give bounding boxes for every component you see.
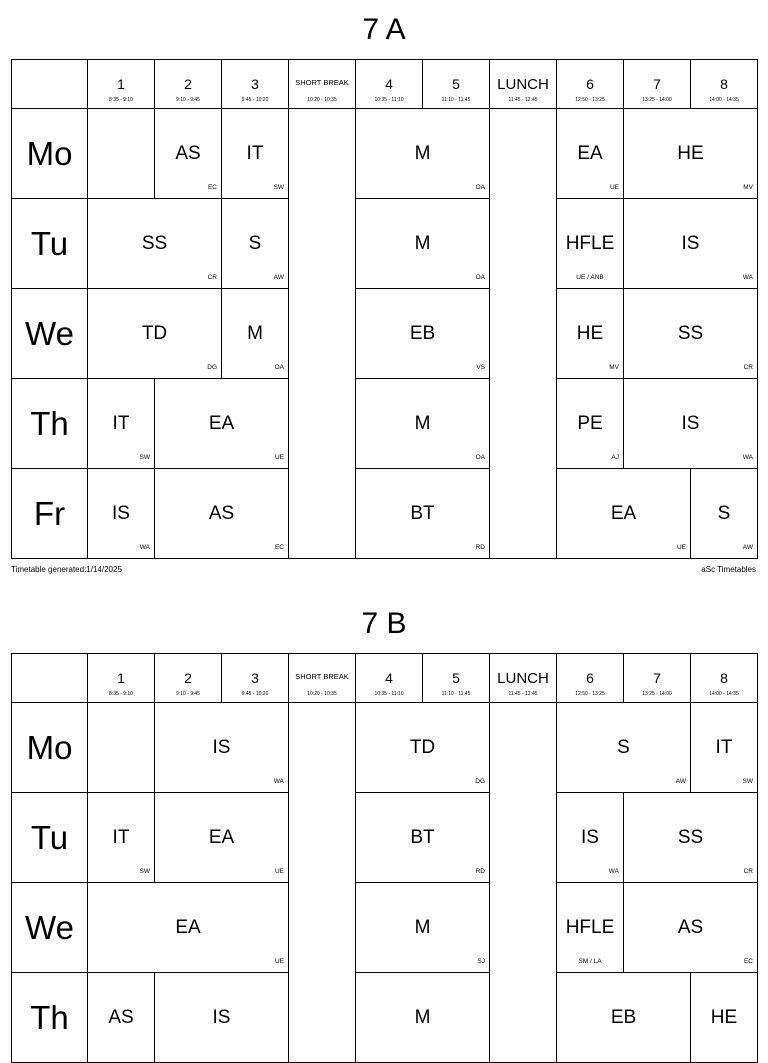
lesson-cell: SS CR <box>88 199 222 289</box>
lunch-column <box>490 109 557 559</box>
day-label: Mo <box>12 703 88 793</box>
period-header: 1 8:35 - 9:10 <box>88 60 155 109</box>
lesson-cell: BT RD <box>356 469 490 559</box>
corner-cell <box>12 60 88 109</box>
lunch-column <box>490 703 557 1063</box>
period-header: 2 9:10 - 9:45 <box>155 60 222 109</box>
period-header: 8 14:00 - 14:35 <box>691 60 758 109</box>
lesson-cell: IS WA <box>88 469 155 559</box>
lesson-cell: HFLE UE / ANB <box>557 199 624 289</box>
lesson-cell: M SJ <box>356 883 490 973</box>
lesson-cell: EB <box>557 973 691 1063</box>
lesson-cell: M <box>356 973 490 1063</box>
day-label: We <box>12 883 88 973</box>
lesson-cell: AS <box>88 973 155 1063</box>
footer-generated: Timetable generated:1/14/2025 <box>11 565 122 574</box>
corner-cell <box>12 654 88 703</box>
short-break-column <box>289 109 356 559</box>
period-header: 4 10:35 - 11:10 <box>356 654 423 703</box>
short-break-column <box>289 703 356 1063</box>
period-header: 5 11:10 - 11:45 <box>423 60 490 109</box>
period-header: 4 10:35 - 11:10 <box>356 60 423 109</box>
day-label: Th <box>12 379 88 469</box>
day-label: Th <box>12 973 88 1063</box>
lesson-cell: IS WA <box>557 793 624 883</box>
lesson-cell: IT SW <box>88 793 155 883</box>
period-header: 6 12:50 - 13:25 <box>557 654 624 703</box>
lunch-header: LUNCH 11:45 - 12:45 <box>490 60 557 109</box>
lesson-cell: IT SW <box>691 703 758 793</box>
lesson-cell: S AW <box>557 703 691 793</box>
lesson-cell: PE AJ <box>557 379 624 469</box>
lesson-cell: AS EC <box>155 469 289 559</box>
lesson-cell: BT RD <box>356 793 490 883</box>
lesson-cell: M OA <box>222 289 289 379</box>
timetable-title: 7 B <box>361 607 407 640</box>
timetable-grid <box>11 59 758 559</box>
lesson-cell: AS EC <box>624 883 758 973</box>
lesson-cell: EA UE <box>155 379 289 469</box>
short-break-header: SHORT BREAK 10:20 - 10:35 <box>289 654 356 703</box>
period-header: 2 9:10 - 9:45 <box>155 654 222 703</box>
lesson-cell: HE MV <box>557 289 624 379</box>
footer-brand: aSc Timetables <box>701 565 756 574</box>
day-label: Fr <box>12 469 88 559</box>
period-header: 7 13:25 - 14:00 <box>624 60 691 109</box>
period-header: 6 12:50 - 13:25 <box>557 60 624 109</box>
period-header: 1 8:35 - 9:10 <box>88 654 155 703</box>
lesson-cell: HE <box>691 973 758 1063</box>
lesson-cell: AS EC <box>155 109 222 199</box>
day-label: Tu <box>12 199 88 289</box>
period-header: 5 11:10 - 11:45 <box>423 654 490 703</box>
lesson-cell: EA UE <box>155 793 289 883</box>
lesson-cell: IT SW <box>222 109 289 199</box>
short-break-header: SHORT BREAK 10:20 - 10:35 <box>289 60 356 109</box>
lesson-cell: IS WA <box>624 199 758 289</box>
lesson-cell: HFLE SM / LA <box>557 883 624 973</box>
day-label: We <box>12 289 88 379</box>
lesson-cell: EA UE <box>88 883 289 973</box>
lesson-cell: TD DG <box>356 703 490 793</box>
lesson-cell: EB VS <box>356 289 490 379</box>
lesson-cell <box>88 109 155 199</box>
timetable-title: 7 A <box>362 13 406 46</box>
lesson-cell: SS CR <box>624 793 758 883</box>
period-header: 8 14:00 - 14:35 <box>691 654 758 703</box>
day-label: Mo <box>12 109 88 199</box>
lesson-cell: S AW <box>691 469 758 559</box>
lesson-cell: SS CR <box>624 289 758 379</box>
lesson-cell: IS WA <box>624 379 758 469</box>
lesson-cell: IS WA <box>155 703 289 793</box>
period-header: 3 9:45 - 10:20 <box>222 60 289 109</box>
lesson-cell <box>88 703 155 793</box>
period-header: 7 13:25 - 14:00 <box>624 654 691 703</box>
period-header: 3 9:45 - 10:20 <box>222 654 289 703</box>
lesson-cell: M OA <box>356 199 490 289</box>
lesson-cell: EA UE <box>557 109 624 199</box>
lunch-header: LUNCH 11:45 - 12:45 <box>490 654 557 703</box>
lesson-cell: IS <box>155 973 289 1063</box>
lesson-cell: M OA <box>356 379 490 469</box>
lesson-cell: TD DG <box>88 289 222 379</box>
lesson-cell: IT SW <box>88 379 155 469</box>
timetable-grid <box>11 653 758 1063</box>
lesson-cell: M OA <box>356 109 490 199</box>
lesson-cell: S AW <box>222 199 289 289</box>
lesson-cell: HE MV <box>624 109 758 199</box>
day-label: Tu <box>12 793 88 883</box>
lesson-cell: EA UE <box>557 469 691 559</box>
